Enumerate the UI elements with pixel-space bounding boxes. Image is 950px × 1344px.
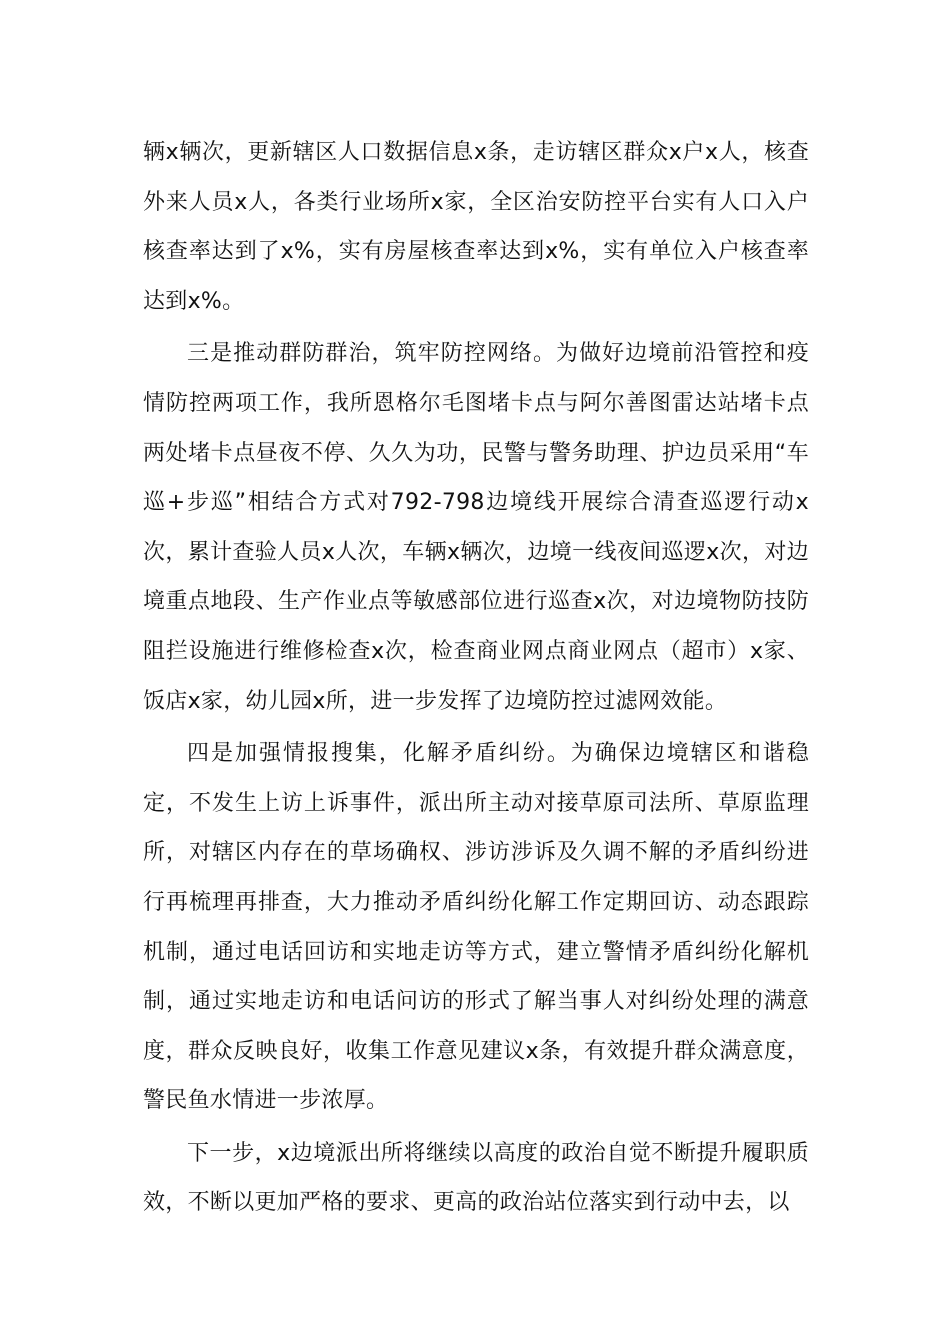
paragraph-mass-prevention: 三是推动群防群治，筑牢防控网络。为做好边境前沿管控和疫情防控两项工作，我所恩格尔毛图堵卡点与阿尔善图雷达站堵卡点两处堵卡点昼夜不停、久久为功，民警与警务助理、护边员采用“车巡+步巡”相结合方式对792-798边境线开展综合清查巡逻行动x次，累计查验人员x人次，车辆x辆次，边境一线夜间巡逻x次，对边境重点地段、生产作业点等敏感部位进行巡查x次，对边境物防技防阻拦设施进行维修检查x次，检查商业网点商业网点（超市）x家、饭店x家，幼儿园x所，进一步发挥了边境防控过滤网效能。 — [143, 341, 809, 714]
paragraph-next-step: 下一步，x边境派出所将继续以高度的政治自觉不断提升履职质效，不断以更加严格的要求、更高的政治站位落实到行动中去，以 — [143, 1140, 809, 1216]
paragraph-intelligence: 四是加强情报搜集，化解矛盾纠纷。为确保边境辖区和谐稳定，不发生上访上诉事件，派出所主动对接草原司法所、草原监理所，对辖区内存在的草场确权、涉访涉诉及久调不解的矛盾纠纷进行再梳理再排查，大力推动矛盾纠纷化解工作定期回访、动态跟踪机制，通过电话回访和实地走访等方式，建立警情矛盾纠纷化解机制，通过实地走访和电话问访的形式了解当事人对纠纷处理的满意度，群众反映良好，收集工作意见建议x条，有效提升群众满意度，警民鱼水情进一步浓厚。 — [143, 741, 809, 1114]
paragraph-continued: 辆x辆次，更新辖区人口数据信息x条，走访辖区群众x户x人，核查外来人员x人，各类行业场所x家，全区治安防控平台实有人口入户核查率达到了x%，实有房屋核查率达到x%，实有单位入户核查率达到x%。 — [143, 140, 809, 314]
document-page — [143, 128, 809, 1228]
